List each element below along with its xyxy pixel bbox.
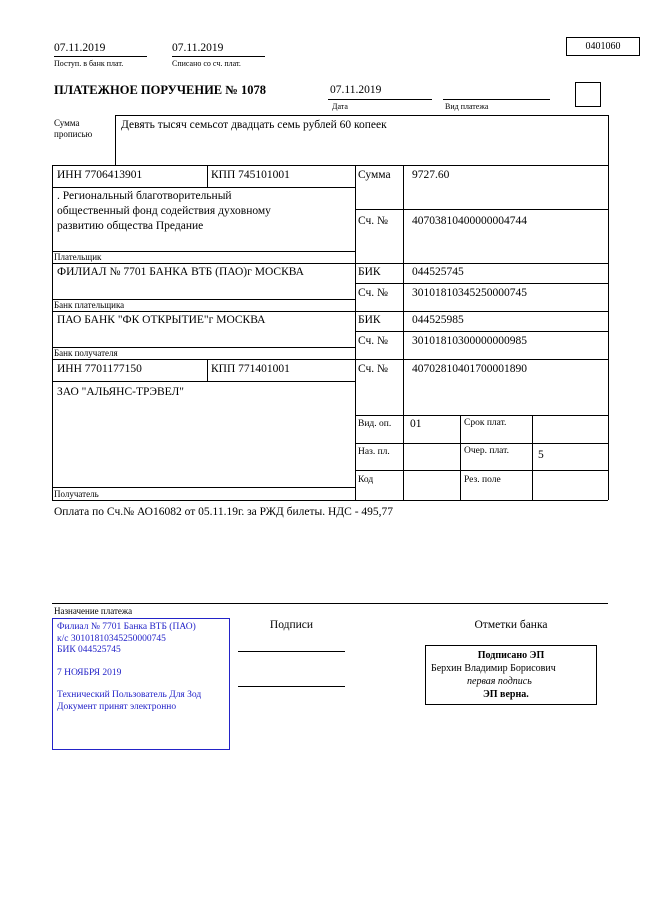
bank-marks-label: Отметки банка — [474, 619, 548, 631]
table-border-line — [355, 470, 608, 471]
payee-inn: ИНН 7701177150 — [57, 363, 142, 375]
amount-label: Сумма — [358, 169, 391, 181]
payer-bank-account-label: Сч. № — [358, 287, 389, 299]
date-received: 07.11.2019 — [54, 42, 106, 54]
stamp-date: 7 НОЯБРЯ 2019 — [57, 667, 122, 678]
amount-words: Девять тысяч семьсот двадцать семь рублей 60 копеек — [121, 119, 387, 131]
purpose-underline — [52, 603, 608, 604]
stamp-bik: БИК 044525745 — [57, 645, 121, 655]
signatures-label: Подписи — [269, 619, 314, 631]
table-border-line — [355, 283, 608, 284]
payer-bank-bik-label: БИК — [358, 266, 381, 278]
payer-kpp: КПП 745101001 — [211, 169, 290, 181]
amount-box-top — [115, 115, 609, 116]
table-border-line — [52, 187, 355, 188]
payer-bank-section-label: Банк плательщика — [54, 300, 125, 310]
payee-bank-account: 30101810300000000985 — [412, 335, 527, 347]
table-border-line — [52, 165, 53, 500]
table-border-line — [355, 443, 608, 444]
payment-type-label: Вид платежа — [445, 102, 489, 111]
priority-value: 5 — [538, 449, 544, 461]
payee-account: 40702810401700001890 — [412, 363, 527, 375]
table-border-line — [403, 165, 404, 500]
table-border-line — [52, 311, 608, 312]
bank-electronic-stamp — [52, 618, 230, 750]
payment-type-underline — [443, 99, 550, 100]
op-type-label: Вид. оп. — [358, 419, 392, 429]
date-debited-underline — [172, 56, 265, 57]
table-border-line — [52, 263, 608, 264]
code-label: Код — [358, 475, 374, 485]
payer-name: . Региональный благотворительный общественный фонд содействия духовному развитию общества Предание — [57, 190, 271, 232]
payer-account-label: Сч. № — [358, 215, 389, 227]
term-label: Срок плат. — [464, 418, 507, 428]
payee-name: ЗАО "АЛЬЯНС-ТРЭВЕЛ" — [57, 386, 184, 398]
signer-role: первая подпись — [467, 676, 532, 687]
table-border-line — [52, 500, 608, 501]
date-received-label: Поступ. в банк плат. — [54, 59, 124, 68]
payer-account: 40703810400000004744 — [412, 215, 527, 227]
table-border-line — [207, 165, 208, 187]
signature-stamp-box — [425, 645, 597, 705]
payee-account-label: Сч. № — [358, 363, 389, 375]
signature-line — [238, 651, 345, 652]
stamp-bank-name: Филиал № 7701 Банка ВТБ (ПАО) — [57, 622, 196, 632]
stamp-user: Технический Пользователь Для Зод — [57, 690, 202, 700]
reserve-field-label: Рез. поле — [464, 475, 501, 485]
table-border-line — [608, 165, 609, 500]
table-border-line — [460, 415, 461, 500]
table-border-line — [52, 359, 608, 360]
priority-label: Очер. плат. — [464, 446, 509, 456]
payer-bank-name: ФИЛИАЛ № 7701 БАНКА ВТБ (ПАО)г МОСКВА — [57, 266, 304, 278]
payee-bank-name: ПАО БАНК "ФК ОТКРЫТИЕ"г МОСКВА — [57, 314, 266, 326]
date-label: Дата — [332, 102, 348, 111]
signer-name: Берхин Владимир Борисович — [431, 663, 556, 674]
table-border-line — [355, 331, 608, 332]
signed-ep-title: Подписано ЭП — [477, 650, 545, 661]
payee-kpp: КПП 771401001 — [211, 363, 290, 375]
table-border-line — [355, 415, 608, 416]
purpose-code-label: Наз. пл. — [358, 447, 390, 457]
date-received-underline — [54, 56, 147, 57]
payer-bank-account: 30101810345250000745 — [412, 287, 527, 299]
table-border-line — [52, 381, 355, 382]
payment-type-box — [575, 82, 601, 107]
payee-section-label: Получатель — [54, 489, 99, 499]
payer-inn: ИНН 7706413901 — [57, 169, 143, 181]
purpose-section-label: Назначение платежа — [54, 606, 133, 616]
date-debited: 07.11.2019 — [172, 42, 224, 54]
amount-words-label: Сумма прописью — [54, 118, 93, 139]
amount-value: 9727.60 — [412, 169, 450, 181]
document-date: 07.11.2019 — [330, 84, 382, 96]
payee-bank-bik-label: БИК — [358, 314, 381, 326]
table-border-line — [207, 359, 208, 381]
form-code-box: 0401060 — [566, 37, 640, 56]
ep-verified: ЭП верна. — [483, 689, 529, 700]
payee-bank-account-label: Сч. № — [358, 335, 389, 347]
stamp-corr-account: к/с 30101810345250000745 — [57, 633, 166, 644]
payer-section-label: Плательщик — [54, 252, 102, 262]
payer-bank-bik: 044525745 — [412, 266, 464, 278]
table-border-line — [355, 209, 608, 210]
table-border-line — [52, 165, 608, 166]
table-border-line — [355, 165, 356, 500]
stamp-note: Документ принят электронно — [57, 701, 177, 712]
payee-bank-bik: 044525985 — [412, 314, 464, 326]
payee-bank-section-label: Банк получателя — [54, 348, 118, 358]
amount-box-left — [115, 115, 116, 165]
date-debited-label: Списано со сч. плат. — [172, 59, 241, 68]
amount-box-right — [608, 115, 609, 165]
table-border-line — [52, 487, 355, 488]
date-underline — [328, 99, 432, 100]
signature-line — [238, 686, 345, 687]
op-type-value: 01 — [410, 418, 422, 430]
document-title: ПЛАТЕЖНОЕ ПОРУЧЕНИЕ № 1078 — [54, 83, 266, 97]
purpose-text: Оплата по Сч.№ АО16082 от 05.11.19г. за РЖД билеты. НДС - 495,77 — [54, 506, 394, 518]
table-border-line — [532, 415, 533, 500]
